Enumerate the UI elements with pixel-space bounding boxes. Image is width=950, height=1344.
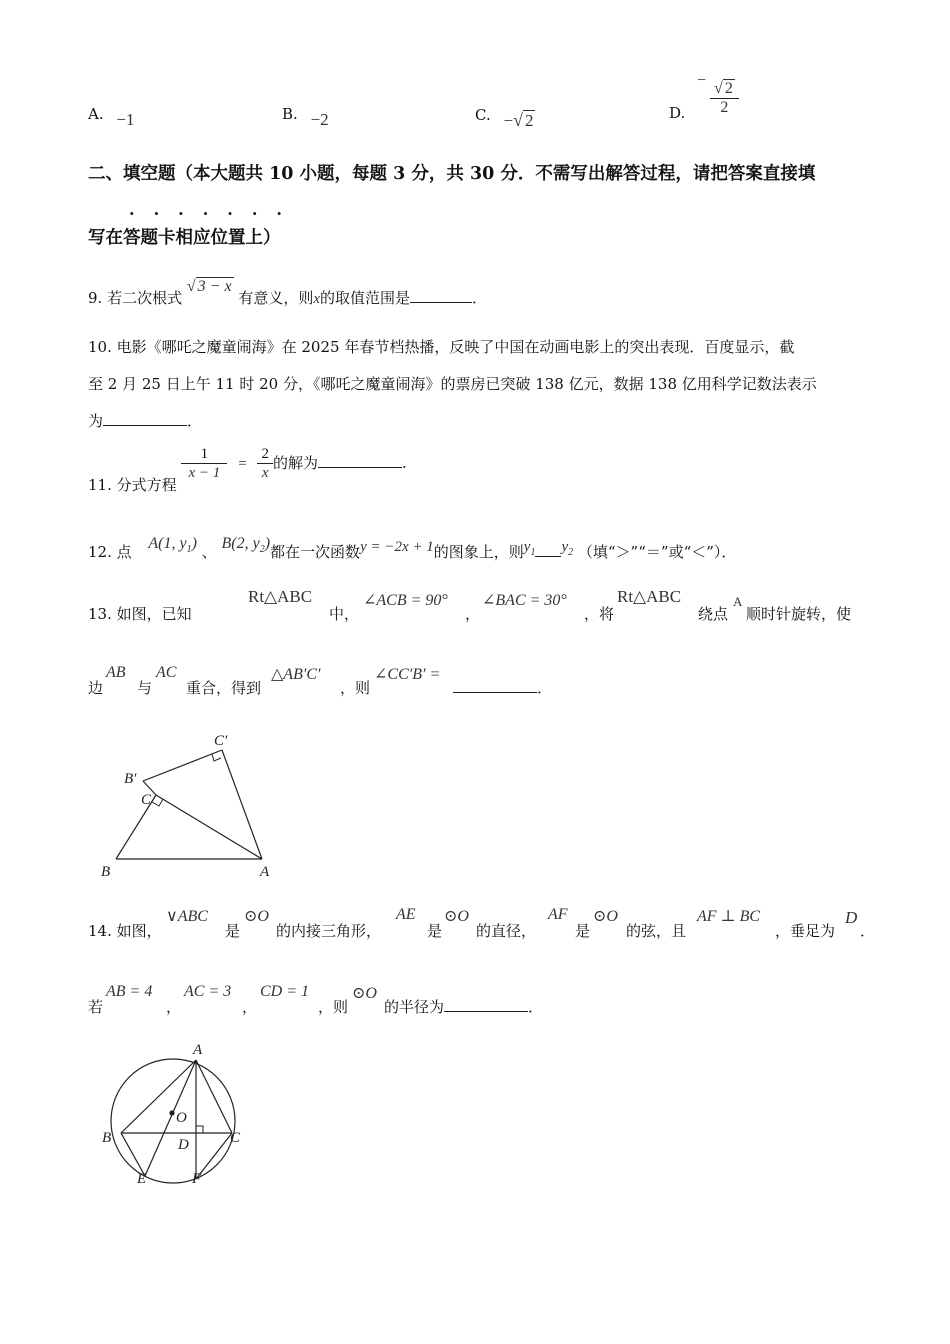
q14-ze: ，则 <box>318 998 349 1016</box>
question-12 <box>88 535 737 564</box>
q14-af: AF <box>548 906 568 923</box>
q12-separator: 、 <box>201 543 217 561</box>
q13-end: ． <box>537 679 553 697</box>
q14-circle2: ⊙O <box>444 908 469 925</box>
segment-ae <box>145 1060 196 1176</box>
q13-jiang: ，将 <box>584 605 615 623</box>
q13-bian: 边 <box>88 679 104 697</box>
q14-chord-text: 的弦，且 <box>626 922 687 940</box>
label-f: F <box>192 1171 202 1187</box>
emphasis-dots: ······· <box>129 204 301 223</box>
q9-radicand: 3 − x <box>197 278 232 295</box>
q11-fraction1-denominator: x − 1 <box>188 465 221 481</box>
option-d-minus: − <box>697 72 707 89</box>
q13-angle-acb: ∠ACB = 90° <box>363 592 448 609</box>
q13-ac: AC <box>156 664 177 681</box>
q14-circle: ⊙O <box>244 908 269 925</box>
q11-prefix: 11. 分式方程 <box>88 475 177 494</box>
q14-prefix: 14. 如图， <box>88 922 162 940</box>
q14-comma1: ， <box>166 998 182 1016</box>
q13-answer-blank[interactable] <box>453 678 537 693</box>
q13-prefix: 13. 如图，已知 <box>88 605 192 623</box>
q14-diameter-text: 的直径， <box>476 922 537 940</box>
q12-y1-sub: 1 <box>530 547 536 558</box>
q14-ruo: 若 <box>88 998 104 1016</box>
q12-middle2: 的图象上，则 <box>433 543 524 561</box>
q14-shi: 是 <box>225 922 241 940</box>
label-d: D <box>178 1137 189 1153</box>
section-heading-line1: 二、填空题（本大题共 10 小题，每题 3 分，共 30 分．不需写出解答过程，请把答案直接填 <box>88 164 816 184</box>
q12-point-a-sub: 1 <box>186 544 192 556</box>
q9-prefix: 9. 若二次根式 <box>88 289 183 307</box>
q13-answer-line <box>453 677 552 698</box>
q14-answer-blank[interactable] <box>444 997 528 1012</box>
q12-point-b-sub: 2 <box>259 544 265 556</box>
label-b: B <box>101 864 111 880</box>
q10-end: ． <box>187 412 203 430</box>
question-9: 9. 若二次根式 √ 3 − x 有意义，则x的取值范围是 ． <box>88 278 488 307</box>
label-b: B <box>102 1130 112 1146</box>
label-c: C <box>141 792 152 808</box>
q13-ze: ，则 <box>340 679 371 697</box>
label-b-prime: B′ <box>124 771 137 787</box>
q13-angle-bac: ∠BAC = 30° <box>482 592 567 609</box>
option-c: C. −√ 2 <box>475 106 534 130</box>
right-angle-mark-d <box>196 1126 203 1133</box>
option-c-minus: − <box>503 111 514 130</box>
q14-circle4: ⊙O <box>352 985 377 1002</box>
label-a: A <box>260 864 270 880</box>
circle-o <box>111 1059 235 1183</box>
q13-yu: 与 <box>137 679 153 697</box>
segment-c-prime-b-prime <box>143 750 222 781</box>
q13-triangle2: Rt△ABC <box>617 587 682 606</box>
segment-be <box>121 1133 145 1176</box>
q11-fraction2-denominator: x <box>261 465 269 481</box>
q14-cd-value: CD = 1 <box>260 983 310 1000</box>
q14-inscribed-text: 的内接三角形， <box>276 922 382 940</box>
figure-14-circle <box>96 1036 256 1188</box>
option-b-value: −2 <box>310 110 329 129</box>
q14-shi3: 是 <box>575 922 591 940</box>
option-b <box>282 104 329 129</box>
q14-end1: ． <box>860 922 876 940</box>
q13-triangle3: △AB′C′ <box>271 666 321 683</box>
q9-end: ． <box>472 289 488 307</box>
q14-ab-value: AB = 4 <box>106 983 153 1000</box>
label-c: C <box>230 1130 241 1146</box>
q9-middle: 有意义，则 <box>238 289 314 307</box>
section-heading-line2: 写在答题卡相应位置上） <box>88 228 281 248</box>
q14-foot-text: ，垂足为 <box>775 922 836 940</box>
q12-answer-blank[interactable] <box>535 542 561 557</box>
segment-ac <box>196 1060 232 1133</box>
question-11 <box>88 445 417 494</box>
option-d-denominator: 2 <box>720 99 729 116</box>
option-d-label: D. <box>669 104 686 122</box>
q10-answer-blank[interactable] <box>103 411 187 426</box>
q11-answer-blank[interactable] <box>318 453 402 468</box>
right-angle-mark-c-prime <box>212 754 221 761</box>
q13-ab: AB <box>106 664 126 681</box>
q13-zhong: 中， <box>329 605 360 623</box>
q14-perpendicular: AF ⊥ BC <box>697 908 761 925</box>
segment-ca <box>156 795 262 859</box>
q14-comma2: ， <box>242 998 258 1016</box>
q10-line3-prefix: 为 <box>88 412 104 430</box>
q10-line3 <box>88 410 202 431</box>
q12-point-b: B(2, y <box>221 535 260 552</box>
q12-middle: 都在一次函数 <box>270 543 361 561</box>
option-a-label: A. <box>88 105 104 123</box>
q9-suffix: 的取值范围是 <box>320 289 411 307</box>
q14-end: ． <box>528 998 544 1016</box>
q14-circle3: ⊙O <box>593 908 618 925</box>
q14-triangle: ∨ABC <box>166 908 208 925</box>
q10-line1: 10. 电影《哪吒之魔童闹海》在 2025 年春节档热播，反映了中国在动画电影上的突出表现．百度显示，截 <box>88 338 795 356</box>
q14-point-d: D <box>845 908 858 927</box>
q14-shi2: 是 <box>427 922 443 940</box>
q14-ae: AE <box>396 906 416 923</box>
option-b-label: B. <box>282 105 298 123</box>
q13-triangle1: Rt△ABC <box>248 587 313 606</box>
q13-line2-middle: 重合，得到 <box>186 679 262 697</box>
option-c-radicand: 2 <box>524 111 534 130</box>
option-c-label: C. <box>475 106 491 124</box>
q13-comma: ， <box>465 605 481 623</box>
option-a <box>88 104 135 129</box>
q13-rotate-text: 绕点 <box>698 605 729 623</box>
q14-ac-value: AC = 3 <box>184 983 232 1000</box>
q10-line2: 至 2 月 25 日上午 11 时 20 分，《哪吒之魔童闹海》的票房已突破 138 亿元，数据 138 亿用科学记数法表示 <box>88 375 817 393</box>
q12-function: y = −2x + 1 <box>360 539 434 555</box>
q14-radius-line <box>384 996 543 1017</box>
q14-suffix: 的半径为 <box>384 998 445 1016</box>
q11-equals: = <box>238 455 247 472</box>
q13-angle-ccb: ∠CC′B′ = <box>374 666 441 683</box>
q12-point-b-close: ) <box>264 535 271 552</box>
q9-variable: x <box>313 291 321 307</box>
q13-rotate-text2: 顺时针旋转，使 <box>746 605 852 623</box>
label-c-prime: C′ <box>214 733 228 749</box>
label-o: O <box>176 1110 187 1126</box>
q12-point-a: A(1, y <box>148 535 187 552</box>
segment-cf <box>196 1133 232 1179</box>
q13-point-a: A <box>733 594 743 609</box>
q9-answer-blank[interactable] <box>410 288 472 303</box>
label-a: A <box>193 1042 203 1058</box>
q12-y1: y <box>523 539 531 555</box>
option-d-value: − $\frac{√ 2}{2}$ <box>697 80 739 117</box>
q12-y2: y <box>561 539 569 555</box>
center-point-o <box>169 1110 174 1115</box>
q12-y2-sub: 2 <box>568 547 574 558</box>
label-e: E <box>137 1171 147 1187</box>
q12-prefix: 12. 点 <box>88 543 132 561</box>
option-a-value: −1 <box>116 110 135 129</box>
q11-fraction1-numerator: 1 <box>181 445 227 464</box>
q11-end: ． <box>401 453 417 472</box>
q11-suffix: 的解为 <box>272 453 318 472</box>
segment-ac-prime <box>222 750 262 859</box>
option-d-numerator: 2 <box>724 80 733 97</box>
figure-13-rotated-triangle <box>96 728 286 880</box>
right-angle-mark-c <box>152 799 163 806</box>
q11-fraction2-numerator: 2 <box>257 445 273 464</box>
q12-suffix: （填“＞”“＝”或“＜”）． <box>577 543 737 561</box>
q12-point-a-close: ) <box>191 535 197 552</box>
